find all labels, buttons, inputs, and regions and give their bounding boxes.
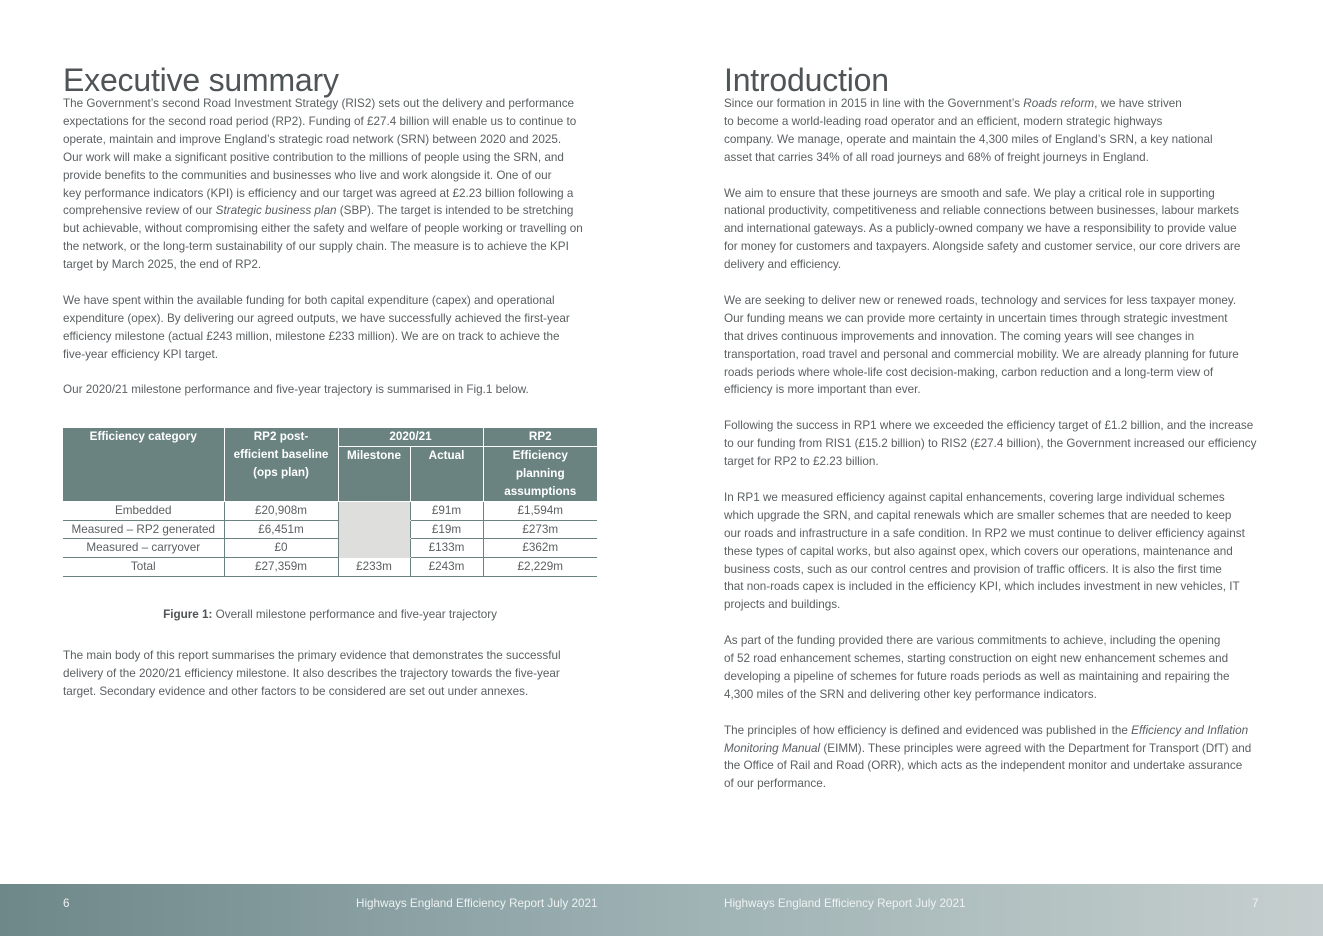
header-2020-21: 2020/21	[338, 428, 483, 446]
left-page-number: 6	[63, 897, 70, 910]
introduction-paragraph-6: As part of the funding provided there are various commitments to achieve, including the opening of 52 road enhancement schemes, starting construction on eight new enhancement schemes and developing a pipeline of schemes for future roads periods as well as maintaining and repairing the 4,300 miles of the SRN and delivering other key performance indicators.	[724, 634, 1230, 701]
cell-milestone	[338, 520, 410, 539]
introduction-paragraph-4: Following the success in RP1 where we exceeded the efficiency target of £1.2 billion, and the increase to our funding from RIS1 (£15.2 billion) to RIS2 (£27.4 billion), the Government increased our efficiency target for RP2 to £2.23 billion.	[724, 419, 1257, 469]
eimm-title-part-2: Monitoring Manual	[724, 741, 821, 755]
header-rp2-baseline: RP2 post- efficient baseline (ops plan)	[224, 428, 338, 501]
table-row-total	[63, 558, 597, 577]
header-efficiency-category: Efficiency category	[63, 428, 224, 501]
cell-baseline: £27,359m	[224, 558, 338, 577]
cell-milestone: £233m	[338, 558, 410, 577]
introduction-paragraph-3: We are seeking to deliver new or renewed roads, technology and services for less taxpayer money. Our funding means we can provide more certainty in uncertain times through strategic investment that drives continuous improvements and innovation. The coming years will see changes in transportation, road travel and personal and commercial mobility. We are already planning for future roads periods where whole-life cost decision-making, carbon reduction and a long-term view of efficiency is more important than ever.	[724, 293, 1239, 397]
strategic-business-plan-title: Strategic business plan	[215, 204, 337, 218]
cell-milestone	[338, 501, 410, 520]
table-row	[63, 501, 597, 520]
executive-summary-paragraph-2: We have spent within the available funding for both capital expenditure (capex) and operational expenditure (opex). By delivering our agreed outputs, we have successfully achieved the first-year efficiency milestone (actual £243 million, milestone £233 million). We are on track to achieve the five-year efficiency KPI target.	[63, 293, 570, 361]
cell-actual: £19m	[410, 520, 483, 539]
cell-category: Embedded	[63, 501, 224, 520]
introduction-paragraph-1: Since our formation in 2015 in line with the Government’s Roads reform, we have striven to become a world-leading road operator and an efficient, modern strategic highways company. We manage, operate and maintain the 4,300 miles of England’s SRN, a key national asset that carries 34% of all road journeys and 68% of freight journeys in England.	[724, 97, 1213, 164]
introduction-paragraph-5: In RP1 we measured efficiency against capital enhancements, covering large individual schemes which upgrade the SRN, and capital renewals which are smaller schemes that are needed to keep our roads and infrastructure in a safe condition. In RP2 we must continue to deliver efficiency against these types of capital works, but also against opex, which covers our operations, maintenance and business costs, such as our control centres and provision of traffic officers. It is also the first time that non-roads capex is included in the efficiency KPI, which includes investment in new vehicles, IT projects and buildings.	[724, 490, 1245, 612]
header-milestone: Milestone	[338, 446, 410, 501]
figure-caption: Figure 1: Overall milestone performance and five-year trajectory	[163, 608, 497, 621]
cell-baseline: £20,908m	[224, 501, 338, 520]
cell-baseline: £0	[224, 539, 338, 558]
right-footer-title: Highways England Efficiency Report July 2021	[724, 897, 966, 910]
left-footer-title: Highways England Efficiency Report July 2021	[356, 897, 598, 910]
cell-actual: £91m	[410, 501, 483, 520]
cell-rp2: £1,594m	[483, 501, 597, 520]
cell-rp2: £362m	[483, 539, 597, 558]
header-rp2: RP2	[483, 428, 597, 446]
eimm-title-part-1: Efficiency and Inflation	[1131, 723, 1249, 737]
table-row	[63, 520, 597, 539]
cell-category: Total	[63, 558, 224, 577]
executive-summary-body	[63, 95, 583, 399]
figure-label: Figure 1:	[163, 608, 213, 621]
introduction-body	[724, 95, 1257, 793]
executive-summary-paragraph-4: The main body of this report summarises the primary evidence that demonstrates the successful delivery of the 2020/21 efficiency milestone. It also describes the trajectory towards the five-year target. Secondary evidence and other factors to be considered are set out under annexes.	[63, 649, 561, 698]
table-row	[63, 539, 597, 558]
cell-baseline: £6,451m	[224, 520, 338, 539]
roads-reform-title: Roads reform	[1023, 97, 1095, 110]
executive-summary-paragraph-1: The Government’s second Road Investment Strategy (RIS2) sets out the delivery and performance expectations for the second road period (RP2). Funding of £27.4 billion will enable us to continue to operate, maintain and improve England’s strategic road network (SRN) between 2020 and 2025. Our work will make a significant positive contribution to the millions of people using the SRN, and provide benefits to the communities and businesses who live and work alongside it. One of our key performance indicators (KPI) is efficiency and our target was agreed at £2.23 billion following a comprehensive review of our Strategic business plan (SBP). The target is intended to be stretching but achievable, without compromising either the safety and welfare of people working or travelling on the network, or the long-term sustainability of our supply chain. The measure is to achieve the KPI target by March 2025, the end of RP2.	[63, 97, 583, 272]
introduction-heading: Introduction	[724, 62, 889, 98]
efficiency-table	[63, 428, 597, 577]
cell-category: Measured – carryover	[63, 539, 224, 558]
cell-actual: £243m	[410, 558, 483, 577]
introduction-paragraph-7: The principles of how efficiency is defined and evidenced was published in the Efficiency and Inflation Monitoring Manual (EIMM). These principles were agreed with the Department for Transport (DfT) and the Office of Rail and Road (ORR), which acts as the independent monitor and undertake assurance of our performance.	[724, 723, 1252, 791]
right-page-number: 7	[1252, 897, 1259, 910]
cell-rp2: £273m	[483, 520, 597, 539]
cell-actual: £133m	[410, 539, 483, 558]
footer-bar	[0, 884, 1323, 936]
cell-milestone	[338, 539, 410, 558]
header-planning-assumptions: Efficiency planning assumptions	[483, 446, 597, 501]
executive-summary-heading: Executive summary	[63, 62, 339, 98]
introduction-paragraph-2: We aim to ensure that these journeys are smooth and safe. We play a critical role in supporting national productivity, competitiveness and reliable connections between businesses, labour markets and international gateways. As a publicly-owned company we have a responsibility to provide value for money for customers and taxpayers. Alongside safety and customer service, our core drivers are delivery and efficiency.	[724, 186, 1241, 272]
cell-category: Measured – RP2 generated	[63, 520, 224, 539]
cell-rp2: £2,229m	[483, 558, 597, 577]
executive-summary-paragraph-3: Our 2020/21 milestone performance and five-year trajectory is summarised in Fig.1 below.	[63, 383, 529, 397]
header-actual: Actual	[410, 446, 483, 501]
